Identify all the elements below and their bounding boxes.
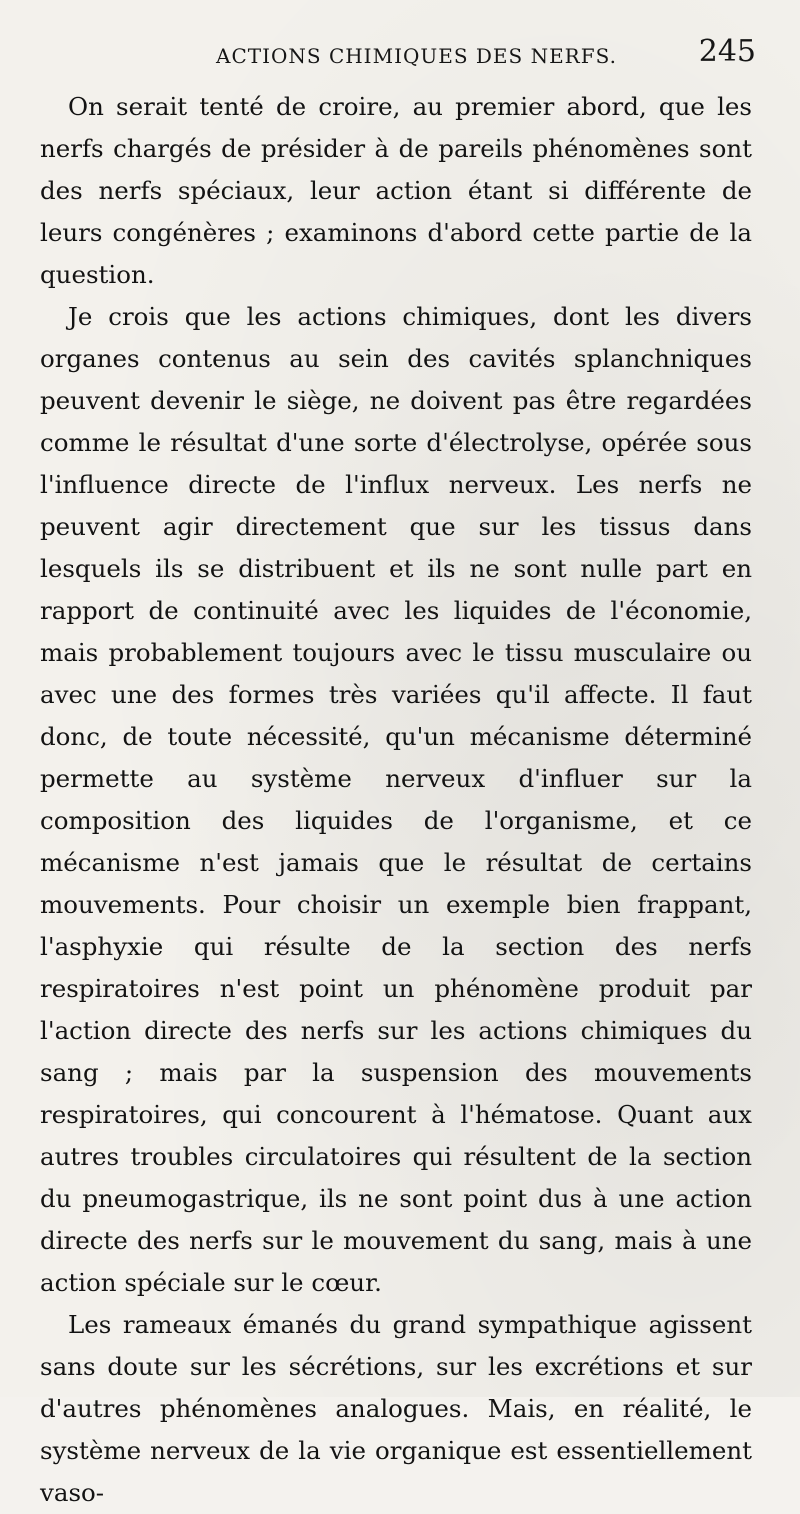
page-number: 245 (698, 34, 756, 69)
paragraph: Je crois que les actions chimiques, dont les divers organes contenus au sein des cavités splanchniques peuvent devenir le siège, ne doivent pas être regardées comme le résultat d'une sorte d'électrolyse, opérée sous l'influence directe de l'influx nerveux. Les nerfs ne peuvent agir directement que sur les tissus dans lesquels ils se distribuent et ils ne sont nulle part en rapport de continuité avec les liquides de l'économie, mais probablement toujours avec le tissu musculaire ou avec une des formes très variées qu'il affecte. Il faut donc, de toute nécessité, qu'un mécanisme déterminé permette au système nerveux d'influer sur la composition des liquides de l'organisme, et ce mécanisme n'est jamais que le résultat de certains mouvements. Pour choisir un exemple bien frappant, l'asphyxie qui résulte de la section des nerfs respiratoires n'est point un phénomène produit par l'action directe des nerfs sur les actions chimiques du sang ; mais par la suspension des mouvements respiratoires, qui concourent à l'hématose. Quant aux autres troubles circulatoires qui résultent de la section du pneumogastrique, ils ne sont point dus à une action directe des nerfs sur le mouvement du sang, mais à une action spéciale sur le cœur. (40, 302, 752, 1297)
page-header (40, 34, 756, 70)
running-title: ACTIONS CHIMIQUES DES NERFS. (216, 44, 617, 68)
page-body (40, 86, 752, 1514)
paragraph: Les rameaux émanés du grand sympathique agissent sans doute sur les sécrétions, sur les excrétions et sur d'autres phénomènes analogues. Mais, en réalité, le système nerveux de la vie organique est essentiellement vaso- (40, 1310, 752, 1507)
paragraph: On serait tenté de croire, au premier abord, que les nerfs chargés de présider à de pareils phénomènes sont des nerfs spéciaux, leur action étant si différente de leurs congénères ; examinons d'abord cette partie de la question. (40, 92, 752, 289)
